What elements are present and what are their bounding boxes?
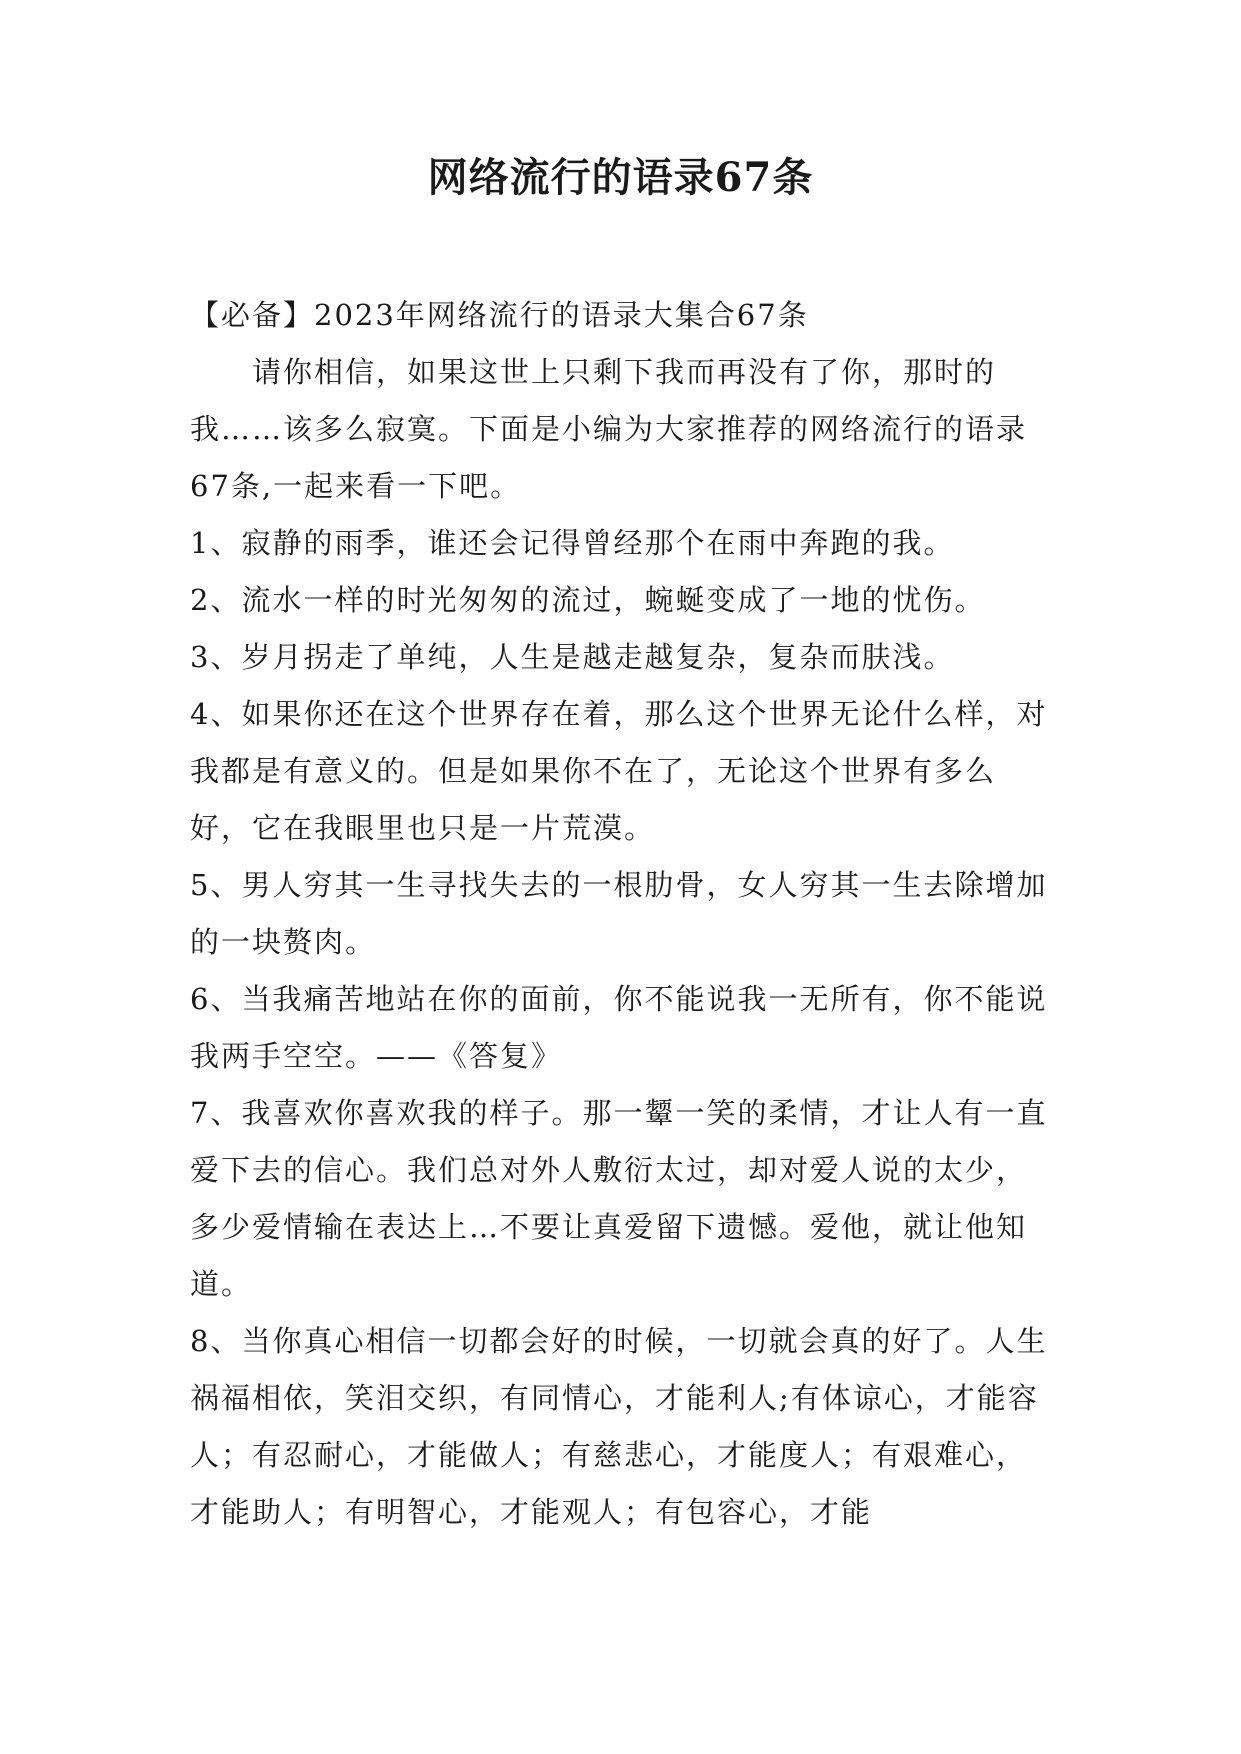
quote-item-5: 5、男人穷其一生寻找失去的一根肋骨，女人穷其一生去除增加的一块赘肉。: [190, 868, 1048, 959]
document-subtitle: 【必备】2023年网络流行的语录大集合67条: [190, 298, 809, 332]
quote-item-4: 4、如果你还在这个世界存在着，那么这个世界无论什么样，对我都是有意义的。但是如果你不在了，无论这个世界有多么好，它在我眼里也只是一片荒漠。: [190, 697, 1048, 845]
document-title: 网络流行的语录67条: [427, 154, 814, 201]
quote-item-1: 1、寂静的雨季，谁还会记得曾经那个在雨中奔跑的我。: [190, 526, 955, 560]
quote-item-7: 7、我喜欢你喜欢我的样子。那一颦一笑的柔情，才让人有一直爱下去的信心。我们总对外人敷衍太过，却对爱人说的太少，多少爱情输在表达上…不要让真爱留下遗憾。爱他，就让他知道。: [190, 1096, 1048, 1301]
quote-item-8: 8、当你真心相信一切都会好的时候，一切就会真的好了。人生祸福相依，笑泪交织，有同情心，才能利人;有体谅心，才能容人；有忍耐心，才能做人；有慈悲心，才能度人；有艰难心，才能助人；有明智心，才能观人；有包容心，才能: [190, 1324, 1048, 1529]
document-body: [190, 287, 1050, 1541]
quote-item-6: 6、当我痛苦地站在你的面前，你不能说我一无所有，你不能说我两手空空。——《答复》: [190, 982, 1048, 1073]
intro-paragraph: 请你相信，如果这世上只剩下我而再没有了你，那时的我……该多么寂寞。下面是小编为大家推荐的网络流行的语录67条,一起来看一下吧。: [190, 355, 1028, 503]
quote-item-2: 2、流水一样的时光匆匆的流过，蜿蜒变成了一地的忧伤。: [190, 583, 986, 617]
quote-item-3: 3、岁月拐走了单纯，人生是越走越复杂，复杂而肤浅。: [190, 640, 955, 674]
